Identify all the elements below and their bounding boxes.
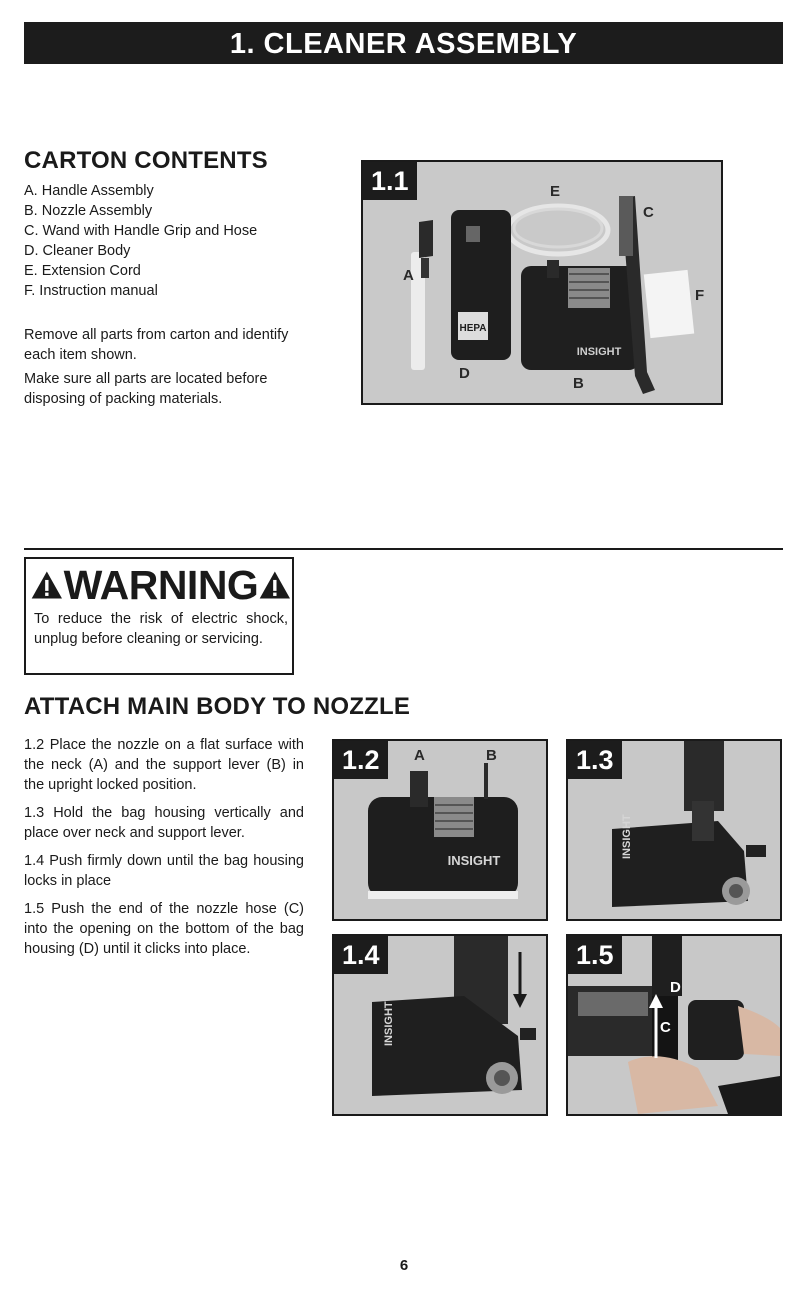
label-f: F	[695, 287, 705, 304]
warning-triangle-icon	[258, 567, 292, 603]
list-item: F. Instruction manual	[24, 283, 158, 299]
figure-1-1	[361, 160, 723, 405]
brand-logo: INSIGHT	[383, 1001, 395, 1046]
attach-heading: ATTACH MAIN BODY TO NOZZLE	[24, 693, 411, 720]
remove-parts-text: Remove all parts from carton and identify each item shown.	[24, 327, 289, 363]
label-b: B	[486, 747, 497, 764]
label-c: C	[643, 204, 654, 221]
warning-triangle-icon	[30, 567, 64, 603]
page-title: 1. CLEANER ASSEMBLY	[24, 22, 783, 64]
list-item: A. Handle Assembly	[24, 183, 154, 199]
label-d: D	[459, 365, 470, 382]
figure-number: 1.2	[334, 741, 388, 779]
label-a: A	[403, 267, 414, 284]
hepa-badge: HEPA	[459, 323, 487, 334]
label-c: C	[660, 1019, 671, 1036]
list-item: E. Extension Cord	[24, 263, 141, 279]
warning-title	[30, 562, 292, 608]
attach-steps	[24, 735, 304, 967]
brand-logo: INSIGHT	[621, 814, 633, 859]
carton-contents-heading: CARTON CONTENTS	[24, 147, 268, 174]
step-1-5: 1.5 Push the end of the nozzle hose (C) into the opening on the bottom of the bag housing (D) until it clicks into place.	[24, 901, 304, 957]
list-item: D. Cleaner Body	[24, 243, 131, 259]
figure-1-4	[332, 934, 548, 1116]
carton-contents-list	[24, 181, 257, 301]
label-b: B	[573, 375, 584, 392]
figure-1-2	[332, 739, 548, 921]
label-a: A	[414, 747, 425, 764]
figure-1-3	[566, 739, 782, 921]
carton-contents-photo	[363, 162, 721, 403]
figure-number: 1.5	[568, 936, 622, 974]
step-1-4: 1.4 Push firmly down until the bag housing locks in place	[24, 853, 304, 889]
list-item: C. Wand with Handle Grip and Hose	[24, 223, 258, 239]
step-1-3: 1.3 Hold the bag housing vertically and place over neck and support lever.	[24, 805, 304, 841]
label-d: D	[670, 979, 681, 996]
figure-number: 1.1	[363, 162, 417, 200]
figure-1-5	[566, 934, 782, 1116]
brand-logo: INSIGHT	[447, 853, 501, 868]
packing-materials-text: Make sure all parts are located before disposing of packing materials.	[24, 371, 268, 407]
list-item: B. Nozzle Assembly	[24, 203, 153, 219]
label-e: E	[550, 183, 561, 200]
figure-number: 1.3	[568, 741, 622, 779]
section-divider	[24, 548, 783, 550]
warning-text: To reduce the risk of electric shock, unplug before cleaning or servicing.	[34, 611, 288, 647]
brand-logo: INSIGHT	[576, 346, 622, 358]
warning-label: WARNING	[63, 562, 259, 608]
page-number: 6	[399, 1257, 409, 1274]
step-1-2: 1.2 Place the nozzle on a flat surface with the neck (A) and the support lever (B) in the upright locked position.	[24, 737, 304, 793]
figure-number: 1.4	[334, 936, 388, 974]
